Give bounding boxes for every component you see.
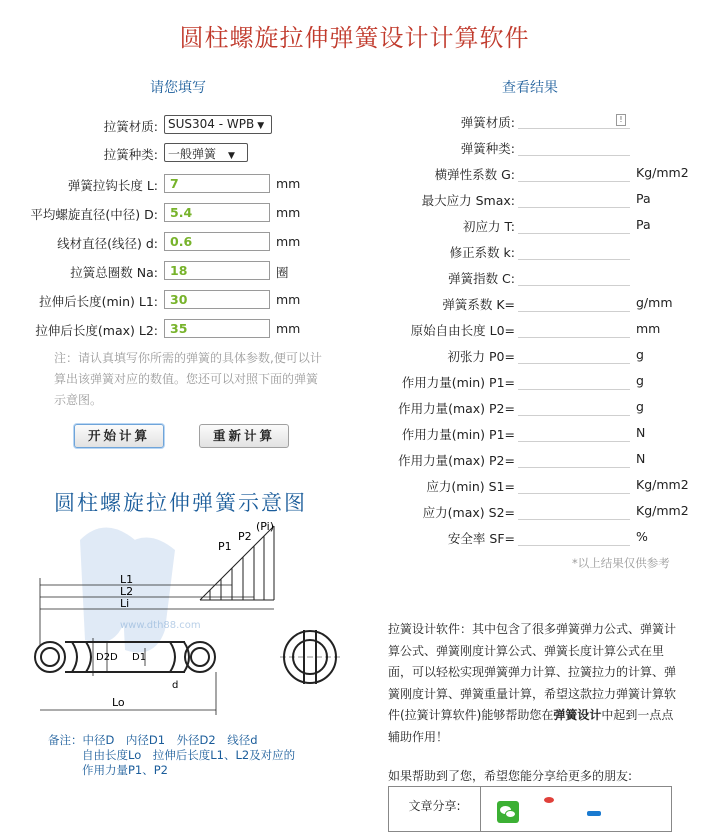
result-row [360, 320, 705, 340]
remark-line-1: 备注：中径D 内径D1 外径D2 线径d [48, 733, 258, 747]
input-label: 拉簧总圈数 Na: [70, 265, 158, 280]
unit-label: mm [276, 234, 301, 249]
qzone-icon[interactable] [587, 811, 601, 816]
input-field[interactable] [164, 261, 270, 280]
result-unit: N [636, 425, 646, 440]
result-row [360, 450, 705, 470]
result-row [360, 346, 705, 366]
input-row [0, 290, 330, 310]
result-unit: mm [636, 321, 661, 336]
input-label: 弹簧拉钩长度 L: [67, 178, 158, 193]
result-value-field [518, 441, 630, 442]
result-unit: g [636, 399, 644, 414]
result-label: 弹簧系数 K= [442, 297, 515, 312]
pi-label: (Pi) [256, 520, 275, 533]
unit-label: mm [276, 292, 301, 307]
result-row [360, 372, 705, 392]
result-value-field [518, 207, 630, 208]
d-label: D [110, 652, 118, 663]
l0-label: Lo [112, 696, 125, 709]
type-label: 拉簧种类: [103, 147, 158, 162]
remark-line-2: 自由长度Lo 拉伸后长度L1、L2及对应的 [82, 748, 296, 762]
material-result-field[interactable] [518, 112, 630, 129]
result-unit: Kg/mm2 [636, 165, 689, 180]
diagram-remark [48, 733, 328, 778]
description [388, 619, 678, 748]
result-unit: Kg/mm2 [636, 477, 689, 492]
input-field[interactable] [164, 203, 270, 222]
result-value-field [518, 545, 630, 546]
result-label: 弹簧材质: [460, 115, 515, 130]
description-bold: 弹簧设计 [553, 708, 602, 722]
result-label: 作用力量(min) P1= [401, 375, 515, 390]
results-heading: 查看结果 [502, 80, 558, 96]
p1-label: P1 [218, 540, 232, 553]
unit-label: mm [276, 205, 301, 220]
result-unit: g [636, 347, 644, 362]
input-row [0, 232, 330, 252]
result-row [360, 268, 705, 288]
result-label: 原始自由长度 L0= [410, 323, 515, 338]
result-unit: Pa [636, 217, 651, 232]
result-value-field [518, 285, 630, 286]
result-row [360, 528, 705, 548]
unit-label: mm [276, 321, 301, 336]
material-label: 拉簧材质: [103, 119, 158, 134]
result-value-field [518, 259, 630, 260]
share-label: 文章分享: [389, 787, 481, 831]
input-field[interactable] [164, 290, 270, 309]
input-label: 拉伸后长度(max) L2: [35, 323, 158, 338]
result-label: 初张力 P0= [447, 349, 515, 364]
result-value-field [518, 519, 630, 520]
result-label: 弹簧种类: [460, 141, 515, 156]
description-text-1: 拉簧设计软件：其中包含了很多弹簧弹力公式、弹簧计算公式、弹簧刚度计算公式、弹簧长度计算公式在里面，可以轻松实现弹簧弹力计算、拉簧拉力的计算、弹簧刚度计算、弹簧重量计算，希望这款拉力弹簧计算软件(拉簧计算软件)能够帮助您在 [388, 622, 677, 722]
result-unit: N [636, 451, 646, 466]
chevron-down-icon: ▼ [257, 121, 265, 131]
chevron-down-icon: ▼ [228, 151, 235, 161]
p2-label: P2 [238, 530, 252, 543]
result-value-field [518, 363, 630, 364]
result-label: 初应力 T: [463, 219, 515, 234]
remark-line-3: 作用力量P1、P2 [82, 763, 169, 777]
input-label: 平均螺旋直径(中径) D: [30, 207, 158, 222]
page-title: 圆柱螺旋拉伸弹簧设计计算软件 [179, 24, 530, 52]
result-unit: g/mm [636, 295, 673, 310]
result-label: 最大应力 Smax: [421, 193, 515, 208]
input-field[interactable] [164, 319, 270, 338]
material-select-value: SUS304 - WPB [168, 117, 255, 131]
diagram-title: 圆柱螺旋拉伸弹簧示意图 [54, 491, 307, 515]
result-row [360, 164, 705, 184]
unit-label: mm [276, 176, 301, 191]
description-text-2: 中起到一点点辅助作用！ [388, 708, 674, 744]
result-label: 横弹性系数 G: [434, 167, 515, 182]
result-value-field [518, 389, 630, 390]
input-label: 线材直径(线径) d: [57, 236, 158, 251]
result-row-material [360, 112, 705, 132]
result-value-field [518, 467, 630, 468]
result-label: 应力(min) S1= [426, 479, 515, 494]
l2-label: L2 [120, 585, 134, 598]
result-row [360, 138, 705, 158]
d1-label: D1 [132, 652, 147, 663]
input-row [0, 203, 330, 223]
result-label: 作用力量(max) P2= [398, 401, 515, 416]
result-label: 安全率 SF= [447, 531, 515, 546]
result-row [360, 476, 705, 496]
result-row [360, 398, 705, 418]
reset-button[interactable]: 重新计算 [199, 424, 289, 448]
input-field[interactable] [164, 232, 270, 251]
result-row [360, 190, 705, 210]
weibo-icon[interactable] [544, 797, 554, 803]
result-value-field [518, 337, 630, 338]
input-row [0, 174, 330, 194]
form-note: 注：请认真填写你所需的弹簧的具体参数,便可以计算出该弹簧对应的数值。您还可以对照下面的弹簧示意图。 [54, 351, 322, 407]
material-select[interactable] [164, 115, 272, 134]
d2-label: D2 [96, 652, 111, 663]
form-heading: 请您填写 [150, 80, 206, 96]
input-field[interactable] [164, 174, 270, 193]
li-label: Li [120, 597, 130, 610]
l1-label: L1 [120, 573, 134, 586]
result-unit: % [636, 529, 648, 544]
spring-diagram [10, 510, 340, 730]
watermark-text: www.dth88.com [120, 620, 201, 631]
result-value-field [518, 155, 630, 156]
input-row [0, 319, 330, 339]
result-row [360, 216, 705, 236]
result-label: 弹簧指数 C: [448, 271, 515, 286]
input-label: 拉伸后长度(min) L1: [39, 294, 158, 309]
type-select-value: 一般弹簧 [168, 147, 217, 161]
result-unit: Pa [636, 191, 651, 206]
info-icon: ! [616, 114, 626, 126]
unit-label: 圈 [276, 265, 289, 280]
calculate-button[interactable]: 开始计算 [74, 424, 164, 448]
result-row [360, 294, 705, 314]
result-label: 作用力量(max) P2= [398, 453, 515, 468]
disclaimer: *以上结果仅供参考 [572, 556, 670, 570]
material-row [0, 115, 330, 135]
result-label: 作用力量(min) P1= [401, 427, 515, 442]
result-label: 修正系数 k: [449, 245, 515, 260]
result-value-field [518, 233, 630, 234]
type-row [0, 143, 330, 163]
wechat-icon[interactable] [497, 801, 519, 823]
wire-d-label: d [172, 680, 179, 691]
result-label: 应力(max) S2= [422, 505, 515, 520]
result-row [360, 502, 705, 522]
result-unit: g [636, 373, 644, 388]
result-row [360, 242, 705, 262]
result-unit: Kg/mm2 [636, 503, 689, 518]
input-row [0, 261, 330, 281]
type-select[interactable] [164, 143, 248, 162]
share-hint: 如果帮助到了您，希望您能分享给更多的朋友: [388, 769, 633, 783]
share-box [388, 786, 672, 832]
result-value-field [518, 493, 630, 494]
result-row [360, 424, 705, 444]
result-value-field [518, 311, 630, 312]
result-value-field [518, 181, 630, 182]
result-value-field [518, 415, 630, 416]
